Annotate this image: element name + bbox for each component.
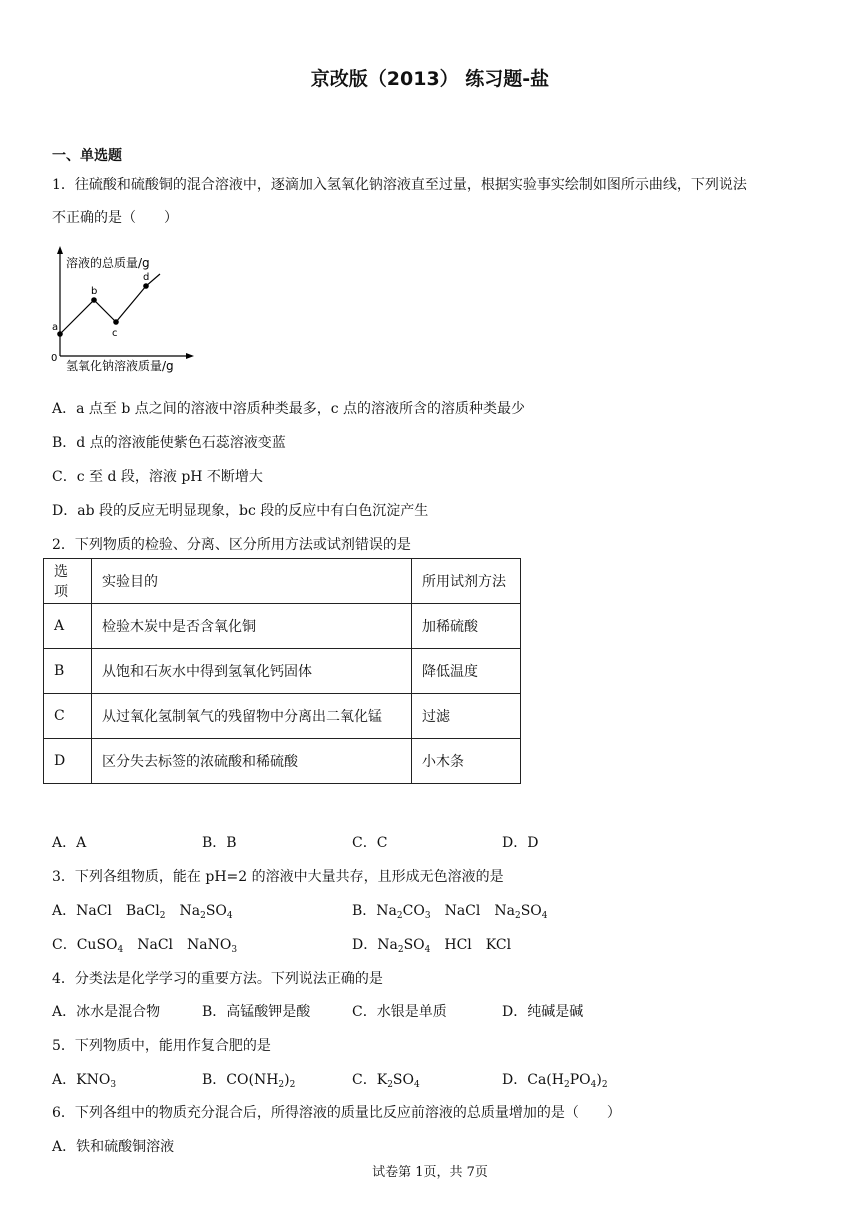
table-cell: 检验木炭中是否含氧化铜 bbox=[92, 604, 412, 649]
table-cell: 区分失去标签的浓硫酸和稀硫酸 bbox=[92, 739, 412, 784]
table-cell: 过滤 bbox=[412, 694, 521, 739]
table-row bbox=[44, 649, 521, 694]
graph-label-b: b bbox=[91, 286, 98, 297]
table-cell: 从饱和石灰水中得到氢氧化钙固体 bbox=[92, 649, 412, 694]
table-cell: 降低温度 bbox=[412, 649, 521, 694]
q2-stem: 2．下列物质的检验、分离、区分所用方法或试剂错误的是 bbox=[52, 537, 411, 553]
q6-stem: 6．下列各组中的物质充分混合后，所得溶液的质量比反应前溶液的总质量增加的是（ ） bbox=[52, 1105, 621, 1121]
section-heading: 一、单选题 bbox=[52, 148, 122, 164]
q5-option-a: A．$KNO_3$ bbox=[52, 1072, 117, 1090]
table-row bbox=[44, 739, 521, 784]
q1-stem-line2: 不正确的是（ ） bbox=[52, 210, 178, 226]
graph-label-a: a bbox=[52, 322, 59, 333]
page-title: 京改版（2013） 练习题-盐 bbox=[310, 68, 550, 90]
graph-xlabel: 氢氧化钠溶液质量/g bbox=[66, 359, 174, 373]
graph-point-d bbox=[143, 283, 149, 289]
q4-stem: 4．分类法是化学学习的重要方法。下列说法正确的是 bbox=[52, 971, 383, 987]
table-cell: 从过氧化氢制氧气的残留物中分离出二氧化锰 bbox=[92, 694, 412, 739]
q4-option-c: C．水银是单质 bbox=[352, 1004, 447, 1020]
table-cell: 小木条 bbox=[412, 739, 521, 784]
q5-option-c: C．$K_2SO_4$ bbox=[352, 1072, 420, 1090]
table-cell: B bbox=[44, 649, 92, 694]
q1-option-b: B．d 点的溶液能使紫色石蕊溶液变蓝 bbox=[52, 435, 286, 451]
q4-option-a: A．冰水是混合物 bbox=[52, 1004, 161, 1020]
q3-option-a: A．NaCl BaCl$_2$ $Na_2SO_4$ bbox=[52, 903, 233, 921]
q2-option-c: C．C bbox=[352, 835, 388, 851]
graph-ylabel: 溶液的总质量/g bbox=[66, 256, 150, 270]
table-header-row bbox=[44, 559, 521, 604]
q4-option-d: D．纯碱是碱 bbox=[502, 1004, 584, 1020]
q3-option-c: C．CuSO$_4$ NaCl NaNO$_3$ bbox=[52, 937, 238, 955]
graph-origin: 0 bbox=[51, 353, 58, 364]
q5-option-b: B．$CO(NH_2)_2$ bbox=[202, 1072, 296, 1090]
table-cell: 加稀硫酸 bbox=[412, 604, 521, 649]
q5-option-d: D．$Ca(H_2PO_4)_2$ bbox=[502, 1072, 608, 1090]
graph-label-c: c bbox=[112, 328, 118, 339]
q1-option-c: C．c 至 d 段，溶液 pH 不断增大 bbox=[52, 469, 263, 485]
q3-option-d: D．$Na_2SO_4$ HCl KCl bbox=[352, 937, 512, 955]
q3-option-b: B．$Na_2CO_3$ NaCl $Na_2SO_4$ bbox=[352, 903, 548, 921]
table-row bbox=[44, 694, 521, 739]
q1-option-a: A．a 点至 b 点之间的溶液中溶质种类最多，c 点的溶液所含的溶质种类最少 bbox=[52, 401, 526, 417]
graph-label-d: d bbox=[143, 272, 150, 283]
q1-option-d: D．ab 段的反应无明显现象，bc 段的反应中有白色沉淀产生 bbox=[52, 503, 429, 519]
table-cell: A bbox=[44, 604, 92, 649]
table-header: 所用试剂方法 bbox=[412, 559, 521, 604]
page-footer: 试卷第 1页，共 7页 bbox=[372, 1165, 488, 1180]
table-header: 实验目的 bbox=[92, 559, 412, 604]
table-header: 选项 bbox=[44, 559, 92, 604]
q2-option-b: B．B bbox=[202, 835, 237, 851]
q3-stem: 3．下列各组物质，能在 pH=2 的溶液中大量共存，且形成无色溶液的是 bbox=[52, 869, 504, 885]
graph-point-b bbox=[91, 297, 97, 303]
q5-stem: 5．下列物质中，能用作复合肥的是 bbox=[52, 1038, 271, 1054]
table-cell: C bbox=[44, 694, 92, 739]
graph-point-c bbox=[113, 319, 119, 325]
table-cell: D bbox=[44, 739, 92, 784]
q6-option-a: A．铁和硫酸铜溶液 bbox=[52, 1139, 175, 1155]
q4-option-b: B．高锰酸钾是酸 bbox=[202, 1004, 311, 1020]
q1-graph bbox=[48, 244, 196, 374]
q2-option-d: D．D bbox=[502, 835, 539, 851]
q1-stem-line1: 1．往硫酸和硫酸铜的混合溶液中，逐滴加入氢氧化钠溶液直至过量，根据实验事实绘制如图所示曲线，下列说法 bbox=[52, 177, 747, 193]
table-row bbox=[44, 604, 521, 649]
q2-option-a: A．A bbox=[52, 835, 87, 851]
q2-table bbox=[43, 558, 521, 784]
